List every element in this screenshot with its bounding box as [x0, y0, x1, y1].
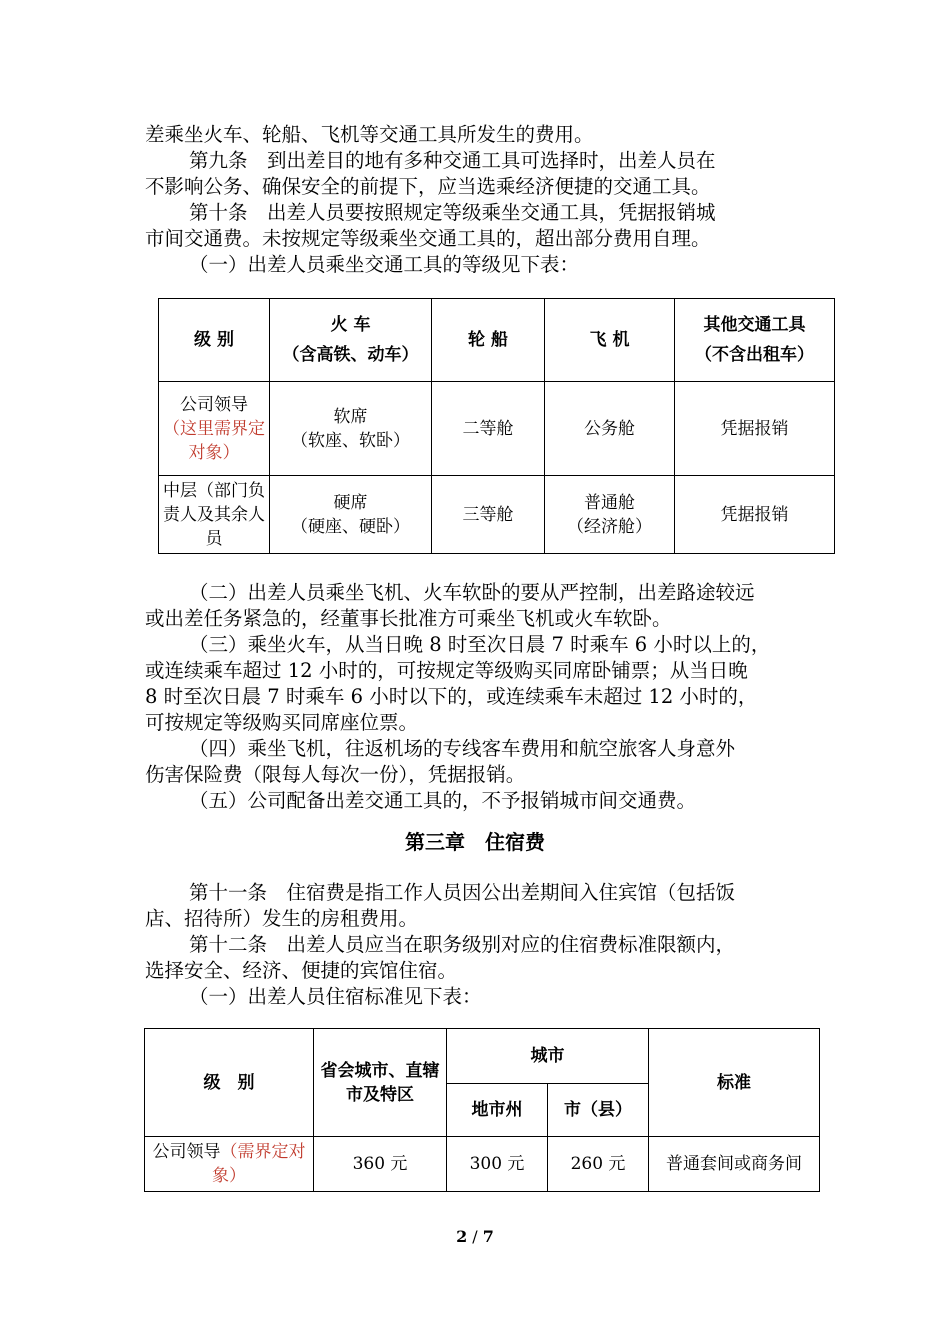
article-11-line: 第十一条 住宿费是指工作人员因公出差期间入住宾馆（包括饭	[189, 881, 736, 904]
paragraph-line: 或出差任务紧急的，经董事长批准方可乘坐飞机或火车软卧。	[145, 607, 672, 630]
row-prefecture: 300 元	[447, 1137, 548, 1192]
table-row	[159, 476, 835, 554]
header-other-sub: （不含出租车）	[695, 345, 814, 365]
header-train-sub: （含高铁、动车）	[282, 345, 419, 365]
row-level: 中层（部门负责人及其余人员	[163, 480, 265, 549]
page-indicator	[0, 1227, 950, 1246]
paragraph-line: 不影响公务、确保安全的前提下，应当选乘经济便捷的交通工具。	[145, 175, 711, 198]
header-provincial: 省会城市、直辖市及特区	[314, 1029, 447, 1137]
transport-level-table	[158, 298, 835, 554]
paragraph-line: 选择安全、经济、便捷的宾馆住宿。	[145, 959, 458, 982]
page-separator: /	[467, 1227, 483, 1246]
row-level: 公司领导	[152, 1142, 221, 1162]
paragraph-line: （一）出差人员住宿标准见下表：	[189, 985, 482, 1008]
header-county: 市（县）	[548, 1084, 649, 1137]
table-header-row	[159, 299, 835, 382]
row-train-cell	[270, 382, 432, 476]
row-level-note: （这里需界定对象）	[163, 418, 265, 463]
header-plane: 飞 机	[545, 299, 675, 382]
row-plane-cell	[545, 476, 675, 554]
page-number: 2	[456, 1227, 468, 1246]
row-standard: 普通套间或商务间	[649, 1137, 820, 1192]
row-other: 凭据报销	[675, 382, 835, 476]
row-other: 凭据报销	[675, 476, 835, 554]
paragraph-line: 市间交通费。未按规定等级乘坐交通工具的，超出部分费用自理。	[145, 227, 711, 250]
paragraph-line: 伤害保险费（限每人每次一份），凭据报销。	[145, 763, 526, 786]
header-city: 城市	[447, 1029, 649, 1084]
paragraph-line: 可按规定等级购买同席座位票。	[145, 711, 419, 734]
lodging-standard-table	[144, 1028, 820, 1192]
row-county: 260 元	[548, 1137, 649, 1192]
header-level: 级 别	[159, 299, 270, 382]
row-plane-sub: （经济舱）	[567, 516, 652, 537]
article-10-line: 第十条 出差人员要按照规定等级乘坐交通工具，凭据报销城	[189, 201, 716, 224]
header-standard: 标准	[649, 1029, 820, 1137]
paragraph-line: （四）乘坐飞机，往返机场的专线客车费用和航空旅客人身意外	[189, 737, 736, 760]
table-row	[145, 1137, 820, 1192]
header-prefecture: 地市州	[447, 1084, 548, 1137]
chapter-heading: 第三章 住宿费	[405, 830, 545, 854]
row-level-note: （需界定对象）	[212, 1142, 306, 1186]
row-plane-main: 普通舱	[584, 492, 635, 513]
table-header-row	[145, 1029, 820, 1084]
row-plane: 公务舱	[545, 382, 675, 476]
paragraph-line: 或连续乘车超过 12 小时的，可按规定等级购买同席卧铺票；从当日晚	[145, 659, 748, 682]
paragraph-line: 8 时至次日晨 7 时乘车 6 小时以下的，或连续乘车未超过 12 小时的，	[145, 685, 758, 708]
paragraph-line: 店、招待所）发生的房租费用。	[145, 907, 419, 930]
paragraph-line: （五）公司配备出差交通工具的，不予报销城市间交通费。	[189, 789, 697, 812]
row-level-cell	[159, 476, 270, 554]
row-level-cell	[159, 382, 270, 476]
row-train-main: 软席	[333, 406, 368, 427]
header-train	[270, 299, 432, 382]
row-ship: 三等舱	[432, 476, 545, 554]
header-other-main: 其他交通工具	[703, 315, 806, 335]
row-train-cell	[270, 476, 432, 554]
row-train-main: 硬席	[333, 492, 368, 513]
row-ship: 二等舱	[432, 382, 545, 476]
row-level-cell	[145, 1137, 314, 1192]
header-ship: 轮 船	[432, 299, 545, 382]
article-12-line: 第十二条 出差人员应当在职务级别对应的住宿费标准限额内，	[189, 933, 736, 956]
row-train-sub: （硬座、硬卧）	[291, 516, 410, 537]
page-total: 7	[482, 1227, 494, 1246]
article-9-line: 第九条 到出差目的地有多种交通工具可选择时，出差人员在	[189, 149, 716, 172]
header-train-main: 火 车	[330, 315, 371, 335]
paragraph-line: （二）出差人员乘坐飞机、火车软卧的要从严控制，出差路途较远	[189, 581, 755, 604]
table-row	[159, 382, 835, 476]
row-provincial: 360 元	[314, 1137, 447, 1192]
paragraph-line: 差乘坐火车、轮船、飞机等交通工具所发生的费用。	[145, 123, 594, 146]
row-train-sub: （软座、软卧）	[291, 430, 410, 451]
row-level: 公司领导	[180, 394, 248, 415]
header-other	[675, 299, 835, 382]
header-level: 级 别	[145, 1029, 314, 1137]
paragraph-line: （一）出差人员乘坐交通工具的等级见下表：	[189, 253, 580, 276]
paragraph-line: （三）乘坐火车，从当日晚 8 时至次日晨 7 时乘车 6 小时以上的，	[189, 633, 771, 656]
